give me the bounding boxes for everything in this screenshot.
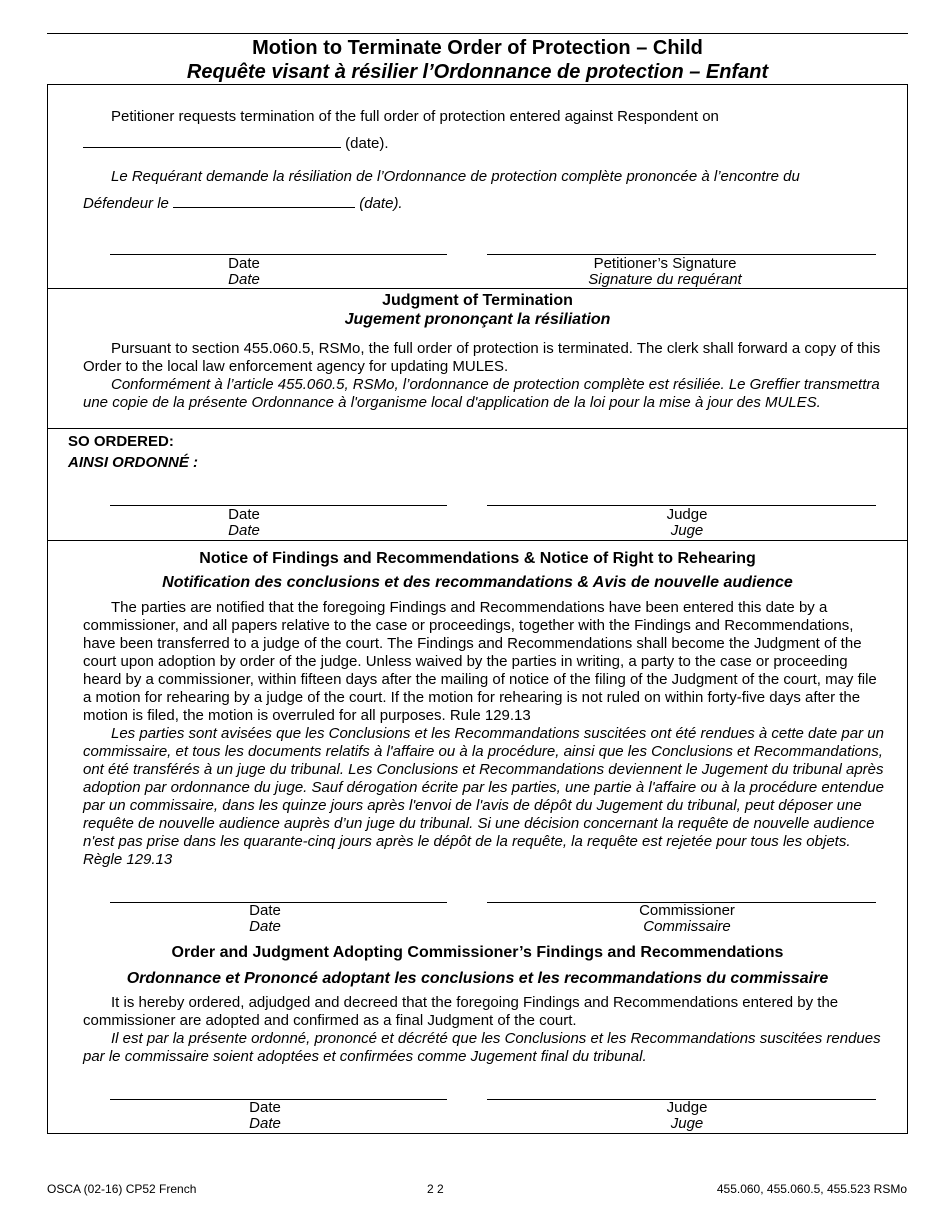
notice-date-label xyxy=(110,903,420,935)
judge-label-en: Judge xyxy=(666,1099,708,1116)
petition-date-prefix-fr: Défendeur le xyxy=(83,195,169,212)
petition-date-suffix-en: (date). xyxy=(345,135,389,152)
notice-body-en: The parties are notified that the foregoing Findings and Recommendations have been entered this date by a commissioner, and all papers relative to the case or proceedings, together with the Findings and Recommendations, have been transferred to a judge of the court. The Findings and Recommendations shall become the Judgment of the court upon adoption by order of the judge. Unless waived by the parties in writing, a party to the case or proceeding heard by a commissioner, within fifteen days after the mailing of notice of the filing of the Judgment of the court, may file a motion for rehearing by a judge of the court. If the motion for rehearing is not ruled on within forty-five days after the motion is filed, the motion is overruled for all purposes. Rule 129.13 xyxy=(83,599,877,724)
order-date-line[interactable] xyxy=(110,505,447,506)
date-label-fr: Date xyxy=(228,522,260,539)
petition-date-signature-line[interactable] xyxy=(110,254,447,255)
notice-heading xyxy=(47,547,908,595)
petition-date-suffix-fr: (date). xyxy=(359,195,403,212)
title-english: Motion to Terminate Order of Protection – Child xyxy=(252,37,703,59)
page-number: 2 2 xyxy=(427,1182,444,1196)
adoption-heading xyxy=(47,940,908,992)
date-label-fr: Date xyxy=(249,1115,281,1132)
judge-label-en: Judge xyxy=(666,506,708,523)
so-ordered-label-fr: AINSI ORDONNÉ : xyxy=(68,454,199,471)
date-label-en: Date xyxy=(228,506,260,523)
title-french: Requête visant à résilier l’Ordonnance de protection – Enfant xyxy=(186,61,769,83)
petition-date-line-en xyxy=(83,135,389,153)
section-divider xyxy=(47,428,908,429)
date-label-fr: Date xyxy=(228,271,260,288)
adoption-judge-signature-label xyxy=(487,1100,887,1132)
adoption-body-en: It is hereby ordered, adjudged and decreed that the foregoing Findings and Recommendations entered by the commissioner are adopted and confirmed as a final Judgment of the court. xyxy=(83,994,839,1029)
notice-heading-en: Notice of Findings and Recommendations & Notice of Right to Rehearing xyxy=(199,550,756,567)
adoption-body xyxy=(83,994,888,1066)
so-ordered-label-en: SO ORDERED: xyxy=(68,433,174,450)
commissioner-label-fr: Commissaire xyxy=(643,918,731,935)
order-date-label xyxy=(110,507,378,539)
form-id: OSCA (02-16) CP52 French xyxy=(47,1182,197,1196)
judge-signature-label xyxy=(487,507,887,539)
judgment-heading-en: Judgment of Termination xyxy=(382,292,573,309)
page-title xyxy=(47,36,908,84)
petitioner-signature-label xyxy=(487,256,843,288)
judgment-body xyxy=(83,340,888,412)
judgment-body-en: Pursuant to section 455.060.5, RSMo, the full order of protection is terminated. The clerk shall forward a copy of this Order to the local law enforcement agency for updating MULES. xyxy=(83,340,881,375)
notice-body xyxy=(83,599,888,869)
commissioner-label-en: Commissioner xyxy=(639,902,735,919)
section-divider xyxy=(47,288,908,289)
adoption-date-label xyxy=(110,1100,420,1132)
date-label-en: Date xyxy=(249,902,281,919)
top-rule xyxy=(47,33,908,34)
petition-date-line-fr xyxy=(83,195,403,213)
petition-date-label xyxy=(110,256,378,288)
adoption-heading-fr: Ordonnance et Prononcé adoptant les conclusions et les recommandations du commissaire xyxy=(126,970,829,987)
petition-text-en: Petitioner requests termination of the full order of protection entered against Respondent on xyxy=(111,108,719,125)
section-divider xyxy=(47,540,908,541)
termination-date-field-fr[interactable] xyxy=(173,207,355,208)
judge-label-fr: Juge xyxy=(670,522,704,539)
adoption-body-fr: Il est par la présente ordonné, prononcé et décrété que les Conclusions et les Recommandations suscitées rendues par le commissaire soient adoptées et confirmées comme Jugement final du tribunal. xyxy=(83,1030,881,1065)
date-label-fr: Date xyxy=(249,918,281,935)
signature-label-fr: Signature du requérant xyxy=(588,271,742,288)
date-label-en: Date xyxy=(249,1099,281,1116)
adoption-heading-en: Order and Judgment Adopting Commissioner’s Findings and Recommendations xyxy=(171,944,784,961)
commissioner-signature-label xyxy=(487,903,887,935)
notice-body-fr: Les parties sont avisées que les Conclusions et les Recommandations suscitées ont été rendues à cette date par un commissaire, et tous les documents relatifs à l'affaire ou à la procédure, ainsi que les Conclusions et Recommandations, ont été transférés à un juge du tribunal. Les Conclusions et Recommandations deviennent le Jugement du tribunal après adoption par ordonnance du juge. Sauf dérogation écrite par les parties, une partie à l'affaire ou à la procédure entendue par un commissaire, dans les quinze jours après l'envoi de l'avis de dépôt du Jugement du tribunal, peut déposer une requête de nouvelle audience auprès d’un juge du tribunal. Si une décision concernant la requête de nouvelle audience n'est pas prise dans les quarante-cinq jours après le dépôt de la requête, la requête est rejetée pour tous les objets. Règle 129.13 xyxy=(83,725,884,868)
judge-label-fr: Juge xyxy=(670,1115,704,1132)
judgment-body-fr: Conformément à l’article 455.060.5, RSMo, l’ordonnance de protection complète est résiliée. Le Greffier transmettra une copie de la présente Ordonnance à l'organisme local d'application de la loi pour la mise à jour des MULES. xyxy=(83,376,880,411)
date-label-en: Date xyxy=(228,255,260,272)
signature-label-en: Petitioner’s Signature xyxy=(593,255,737,272)
judgment-heading xyxy=(47,291,908,329)
petition-text-fr: Le Requérant demande la résiliation de l’Ordonnance de protection complète prononcée à l’encontre du xyxy=(111,168,800,185)
statute-reference: 455.060, 455.060.5, 455.523 RSMo xyxy=(716,1182,907,1196)
notice-heading-fr: Notification des conclusions et des recommandations & Avis de nouvelle audience xyxy=(162,574,793,591)
judgment-heading-fr: Jugement prononçant la résiliation xyxy=(344,311,611,328)
termination-date-field[interactable] xyxy=(83,147,341,148)
